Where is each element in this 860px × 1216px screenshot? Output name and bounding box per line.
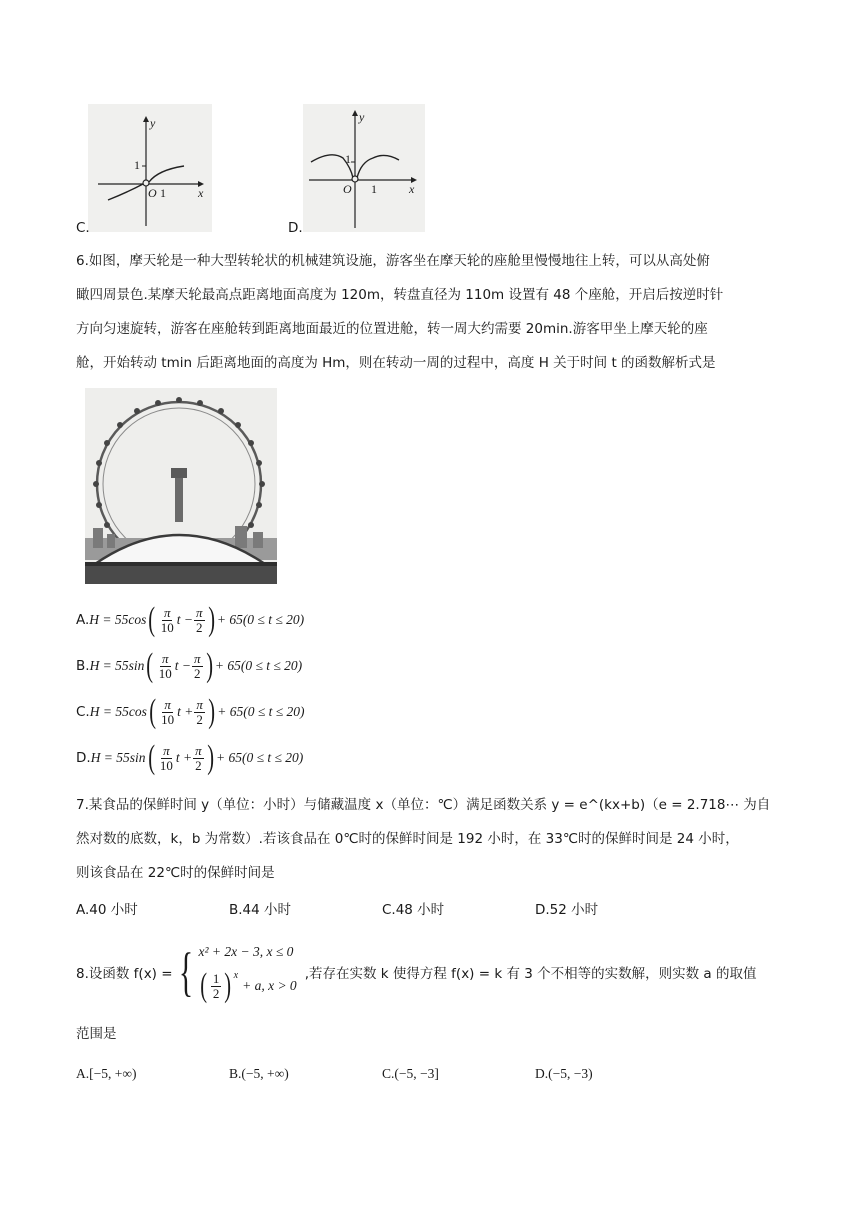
graph-c-one-label: 1 bbox=[134, 158, 140, 172]
graph-d-right-curve bbox=[357, 155, 399, 178]
q6-line-3: 方向匀速旋转，游客在座舱转到距离地面最近的位置进舱，转一周大约需要 20min.游客甲坐上摩天轮的座 bbox=[76, 321, 708, 337]
ferris-wheel-photo bbox=[85, 388, 277, 584]
q6-line-4: 舱，开始转动 tmin 后距离地面的高度为 Hm，则在转动一周的过程中，高度 H 关于时间 t 的函数解析式是 bbox=[76, 355, 716, 371]
q6-option-a: A. H = 55cos ( $\frac{\pi}{10}$ t − $\frac{\pi}{2}$ ) + 65(0 ≤ t ≤ 20) bbox=[76, 601, 305, 638]
q7-line-2: 然对数的底数，k，b 为常数）.若该食品在 0℃时的保鲜时间是 192 小时，在 33℃时的保鲜时间是 24 小时， bbox=[76, 831, 739, 847]
graph-d-origin-label: O bbox=[343, 182, 352, 196]
q8-case-2: ( $\frac{1}{2}$ ) x + a, x > 0 bbox=[200, 967, 297, 1004]
q7-option-b: B.44 小时 bbox=[229, 902, 292, 918]
graph-d-y-label: y bbox=[359, 110, 365, 124]
graph-d-y-arrow bbox=[352, 110, 358, 116]
graph-d-x-label: x bbox=[409, 182, 415, 196]
graph-c-x-label: x bbox=[198, 186, 204, 200]
graph-d-option-label: D. bbox=[288, 220, 303, 236]
question-7-text bbox=[76, 788, 770, 890]
q6-option-c: C. H = 55cos ( $\frac{\pi}{10}$ t + $\frac{\pi}{2}$ ) + 65(0 ≤ t ≤ 20) bbox=[76, 693, 305, 730]
q8-case-1: x² + 2x − 3, x ≤ 0 bbox=[198, 944, 294, 959]
bridge-deck bbox=[85, 562, 277, 566]
wheel-hub-tower bbox=[175, 472, 183, 522]
ferris-wheel-svg bbox=[85, 388, 277, 584]
graph-c-y-arrow bbox=[143, 116, 149, 122]
q8-option-b: B.(−5, +∞) bbox=[229, 1066, 289, 1081]
graph-c bbox=[88, 104, 212, 232]
q7-option-a: A.40 小时 bbox=[76, 902, 138, 918]
q7-line-3: 则该食品在 22℃时的保鲜时间是 bbox=[76, 865, 275, 881]
q7-line-1: 7.某食品的保鲜时间 y（单位：小时）与储藏温度 x（单位：℃）满足函数关系 y = e^(kx+b)（e = 2.718⋯ 为自 bbox=[76, 797, 771, 813]
q8-line-2: 范围是 bbox=[76, 1026, 117, 1042]
graph-c-y-label: y bbox=[150, 116, 156, 130]
q6-options bbox=[76, 600, 305, 778]
question-6-text bbox=[76, 244, 723, 380]
q8-suffix: ,若存在实数 k 使得方程 f(x) = k 有 3 个不相等的实数解，则实数 a 的取值 bbox=[304, 966, 757, 982]
q8-brace: { bbox=[178, 942, 193, 1002]
graph-c-left-curve bbox=[108, 184, 143, 200]
q8-option-d: D.(−5, −3) bbox=[535, 1066, 593, 1081]
question-8 bbox=[76, 934, 756, 1010]
graph-c-origin-label: O bbox=[148, 186, 157, 200]
q6-option-b: B. H = 55sin ( $\frac{\pi}{10}$ t − $\frac{\pi}{2}$ ) + 65(0 ≤ t ≤ 20) bbox=[76, 647, 303, 684]
q7-option-d: D.52 小时 bbox=[535, 902, 599, 918]
q8-prefix: 8.设函数 f(x) = bbox=[76, 966, 173, 982]
q6-line-1: 6.如图，摩天轮是一种大型转轮状的机械建筑设施，游客坐在摩天轮的座舱里慢慢地往上转，可以从高处俯 bbox=[76, 253, 710, 269]
q6-line-2: 瞰四周景色.某摩天轮最高点距离地面高度为 120m，转盘直径为 110m 设置有 48 个座舱，开启后按逆时针 bbox=[76, 287, 724, 303]
q8-piecewise bbox=[198, 938, 296, 1006]
graph-d-xone-label: 1 bbox=[371, 182, 377, 196]
q8-option-a: A.[−5, +∞) bbox=[76, 1066, 137, 1081]
graph-d-one-label: 1 bbox=[345, 152, 351, 166]
q6-option-d: D. H = 55sin ( $\frac{\pi}{10}$ t + $\frac{\pi}{2}$ ) + 65(0 ≤ t ≤ 20) bbox=[76, 739, 304, 776]
graph-d bbox=[303, 104, 425, 232]
graph-c-option-label: C. bbox=[76, 220, 90, 236]
river bbox=[85, 564, 277, 584]
q7-option-c: C.48 小时 bbox=[382, 902, 445, 918]
graph-c-xone-label: 1 bbox=[160, 186, 166, 200]
q8-option-c: C.(−5, −3] bbox=[382, 1066, 439, 1081]
graph-d-open-point bbox=[352, 176, 358, 182]
graph-c-right-curve bbox=[149, 166, 184, 182]
wheel-hub bbox=[171, 468, 187, 478]
